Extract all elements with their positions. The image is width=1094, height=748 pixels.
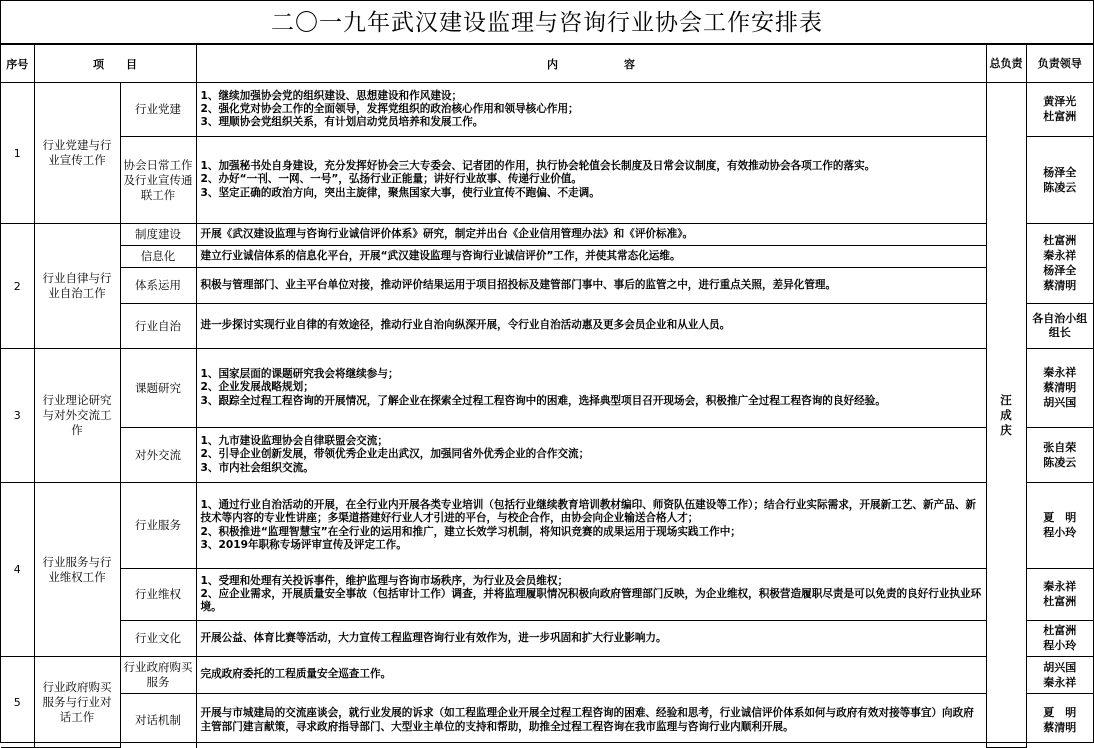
item-content: [196, 621, 986, 657]
leader-name: 张自荣: [1043, 440, 1077, 454]
table-row: [1, 428, 1093, 483]
item-name: 课题研究: [120, 349, 196, 428]
leader-name: 夏 明: [1043, 511, 1077, 524]
item-name: 体系运用: [120, 268, 196, 304]
section-seq: 1: [1, 83, 34, 224]
item-name: 协会日常工作及行业宣传通联工作: [120, 137, 196, 224]
content-line: 1、受理和处理有关投诉事件，维护监理与咨询市场秩序，为行业及会员维权；: [200, 574, 569, 587]
header-leader: 负责领导: [1026, 45, 1093, 83]
content-line: 2、企业发展战略规划；: [200, 381, 314, 394]
item-name: 行业自治: [120, 304, 196, 349]
table-row: [1, 349, 1093, 428]
content-line: 进一步探讨实现行业自律的有效途径，推动行业自治向纵深开展，令行业自治活动惠及更多会员企业和从业人员。: [200, 319, 731, 332]
content-line: 3、坚定正确的政治方向，突出主旋律，聚焦国家大事，使行业宣传不跑偏、不走调。: [200, 186, 600, 199]
content-line: 建立行业诚信体系的信息化平台，开展“武汉建设监理与咨询行业诚信评价”工作，并使其常态化运维。: [200, 249, 681, 262]
item-content: [196, 483, 986, 569]
table-row: [1, 304, 1093, 349]
item-content: [196, 83, 986, 137]
content-line: 2、应企业需求，开展质量安全事故（包括审计工作）调查，并将监理履职情况积极向政府管理部门反映，为企业维权，积极营造履职尽责是可以免责的良好行业执业环境。: [200, 587, 982, 614]
leader-name: 杜富洲: [1043, 624, 1077, 637]
leader-name: 蔡清明: [1043, 721, 1077, 735]
leader-name: 陈凌云: [1043, 455, 1077, 469]
leader-name: 秦永祥: [1043, 249, 1077, 262]
item-name: 行业文化: [120, 621, 196, 657]
section-project: 行业政府购买服务与行业对话工作: [34, 657, 120, 748]
table-row: [1, 483, 1093, 569]
item-content: [196, 304, 986, 349]
content-line: 2、强化党对协会工作的全面领导，发挥党组织的政治核心作用和领导核心作用；: [200, 102, 579, 115]
content-line: 积极与管理部门、业主平台单位对接，推动评价结果运用于项目招投标及建管部门事中、事后的监管之中，进行重点关照，差异化管理。: [200, 278, 837, 291]
header-row: [1, 45, 1093, 83]
content-line: 3、2019年职称专场评审宣传及评定工作。: [200, 538, 407, 551]
section-seq: 5: [1, 657, 34, 748]
item-content: [196, 569, 986, 621]
leader-name: 各自治小组组长: [1032, 312, 1088, 339]
section-seq: 4: [1, 483, 34, 657]
section-project: 行业自律与行业自治工作: [34, 224, 120, 349]
header-project: 项 目: [34, 45, 196, 83]
content-line: 1、继续加强协会党的组织建设、思想建设和作风建设；: [200, 89, 463, 102]
item-leaders: [1026, 428, 1093, 483]
content-line: 1、加强秘书处自身建设，充分发挥好协会三大专委会、记者团的作用，执行协会轮值会长制度及日常会议制度，有效推动协会各项工作的落实。: [200, 160, 876, 173]
section-seq: 3: [1, 349, 34, 483]
item-leaders: [1026, 349, 1093, 428]
header-seq: 序号: [1, 45, 34, 83]
item-content: [196, 246, 986, 268]
item-content: [196, 694, 986, 748]
item-leaders: [1026, 137, 1093, 224]
header-content: 内 容: [196, 45, 986, 83]
leader-name: 秦永祥: [1043, 675, 1077, 689]
table-row: [1, 657, 1093, 694]
table-row: [1, 137, 1093, 224]
leader-name: 秦永祥: [1043, 366, 1077, 379]
leader-name: 蔡清明: [1043, 381, 1077, 394]
item-leaders: [1026, 483, 1093, 569]
table-row: [1, 569, 1093, 621]
leader-name: 杨泽全: [1043, 264, 1077, 277]
leader-name: 胡兴国: [1043, 396, 1077, 409]
page-title: 二〇一九年武汉建设监理与咨询行业协会工作安排表: [1, 1, 1093, 44]
content-line: 3、理顺协会党组织关系，有计划启动党员培养和发展工作。: [200, 116, 484, 129]
table-row: [1, 621, 1093, 657]
content-line: 开展《武汉建设监理与咨询行业诚信评价体系》研究，制定并出台《企业信用管理办法》和《评价标准》。: [200, 227, 694, 240]
header-general: 总负责: [986, 45, 1026, 83]
item-content: [196, 428, 986, 483]
item-name: 行业维权: [120, 569, 196, 621]
leader-name: 蔡清明: [1043, 279, 1077, 292]
leader-name: 程小玲: [1043, 526, 1077, 539]
leader-name: 夏 明: [1043, 706, 1077, 720]
table-row: [1, 83, 1093, 137]
section-project: 行业党建与行业宣传工作: [34, 83, 120, 224]
content-line: 完成政府委托的工程质量安全巡查工作。: [200, 668, 392, 681]
item-name: 制度建设: [120, 224, 196, 246]
table-row: [1, 246, 1093, 268]
item-name: 行业政府购买服务: [120, 657, 196, 694]
item-leaders: [1026, 569, 1093, 621]
item-name: 行业服务: [120, 483, 196, 569]
item-name: 对话机制: [120, 694, 196, 748]
item-leaders: [1026, 83, 1093, 137]
item-name: 行业党建: [120, 83, 196, 137]
content-line: 1、九市建设监理协会自律联盟会交流；: [200, 435, 388, 448]
item-leaders: [1026, 304, 1093, 349]
content-line: 3、市内社会组织交流。: [200, 461, 314, 474]
leader-name: 陈凌云: [1043, 180, 1077, 194]
content-line: 2、积极推进“监理智慧宝”在全行业的运用和推广，建立长效学习机制，将知识竞赛的成果运用于现场实践工作中；: [200, 525, 741, 538]
table-row: [1, 224, 1093, 246]
content-line: 1、国家层面的课题研究我会将继续参与；: [200, 368, 399, 381]
item-content: [196, 657, 986, 694]
content-line: 3、跟踪全过程工程咨询的开展情况，了解企业在探索全过程工程咨询中的困难，选择典型项目召开现场会，积极推广全过程工程咨询的良好经验。: [200, 394, 886, 407]
item-name: 对外交流: [120, 428, 196, 483]
leader-name: 杨泽全: [1043, 165, 1077, 179]
item-leaders: [1026, 694, 1093, 748]
content-line: 开展与市城建局的交流座谈会，就行业发展的诉求（如工程监理企业开展全过程工程咨询的困难、经验和思考，行业诚信评价体系如何与政府有效对接等事宜）向政府主管部门建言献策，寻求政府指导部门、大型业主单位的支持和帮助，助推全过程工程咨询在我市监理与咨询行业内顺利开展。: [200, 707, 974, 733]
section-project: 行业理论研究与对外交流工作: [34, 349, 120, 483]
section-seq: 2: [1, 224, 34, 349]
general-responsible: [986, 83, 1026, 748]
leader-name: 黄泽光: [1043, 95, 1077, 108]
work-plan-table: [1, 44, 1093, 748]
section-project: 行业服务与行业维权工作: [34, 483, 120, 657]
content-line: 开展公益、体育比赛等活动，大力宣传工程监理咨询行业有效作为，进一步巩固和扩大行业影响力。: [200, 631, 667, 644]
item-content: [196, 137, 986, 224]
leader-name: 胡兴国: [1043, 660, 1077, 674]
item-content: [196, 268, 986, 304]
item-leaders: [1026, 657, 1093, 694]
item-content: [196, 224, 986, 246]
leader-name: 杜富洲: [1043, 234, 1077, 247]
item-content: [196, 349, 986, 428]
leader-name: 秦永祥: [1043, 580, 1077, 593]
item-leaders: [1026, 224, 1093, 304]
item-leaders: [1026, 621, 1093, 657]
leader-name: 杜富洲: [1043, 110, 1077, 123]
general-name: 汪成庆: [1000, 392, 1012, 437]
item-name: 信息化: [120, 246, 196, 268]
content-line: 1、通过行业自治活动的开展，在全行业内开展各类专业培训（包括行业继续教育培训教材编印、师资队伍建设等工作）；结合行业实际需求，开展新工艺、新产品、新技术等内容的专业性讲座；多渠道搭建好行业人才引进的平台，与校企合作，由协会向企业输送合格人才；: [200, 498, 976, 525]
table-row: [1, 694, 1093, 748]
leader-name: 杜富洲: [1043, 595, 1077, 608]
content-line: 2、引导企业创新发展，带领优秀企业走出武汉，加强同省外优秀企业的合作交流；: [200, 448, 590, 461]
table-row: [1, 268, 1093, 304]
content-line: 2、办好“一刊、一网、一号”，弘扬行业正能量；讲好行业故事、传递行业价值。: [200, 173, 582, 186]
leader-name: 程小玲: [1043, 639, 1077, 652]
